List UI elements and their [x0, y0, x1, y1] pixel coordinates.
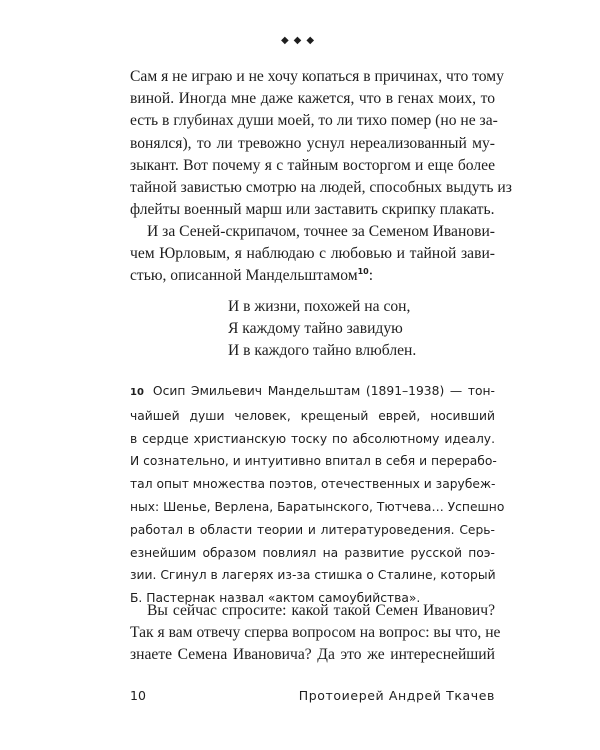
text-line: вонялся), то ли тревожно уснул нереализованный му- — [130, 134, 495, 152]
text-line: Вы сейчас спросите: какой такой Семен Иванович? — [147, 602, 495, 619]
text-line — [130, 265, 495, 287]
running-author: Протоиерей Андрей Ткачев — [298, 688, 495, 703]
text-line: Сам я не играю и не хочу копаться в причинах, что тому — [130, 68, 504, 85]
poem-line: И в каждого тайно влюблен. — [228, 342, 417, 360]
footnote-line: тал опыт множества поэтов, отечественных и зарубеж- — [130, 477, 496, 492]
poem-line: И в жизни, похожей на сон, — [228, 298, 411, 315]
footnote — [130, 380, 505, 610]
paragraph-2 — [130, 221, 495, 288]
text-line: Так я вам отвечу сперва вопросом на вопрос: вы что, не — [130, 624, 501, 642]
poem-line: Я каждому тайно завидую — [228, 320, 403, 338]
text-line: чем Юрловым, я наблюдаю с любовью и тайной зави- — [130, 245, 495, 263]
footnote-line: в сердце христианскую тоску по абсолютному идеалу. — [130, 431, 495, 446]
footnote-line: езнейшим образом повлиял на развитие русской поэ- — [130, 545, 495, 560]
text-line: есть в глубинах души моей, то ли тихо помер (но не за- — [130, 112, 498, 130]
text-line: И за Сеней-скрипачом, точнее за Семеном Иванови- — [147, 223, 495, 240]
paragraph-1 — [130, 66, 512, 221]
footnote-number: 10 — [130, 387, 144, 398]
text-line: флейты военный марш или заставить скрипку плакать. — [130, 201, 495, 219]
text-fragment: стью, описанной Мандельштамом — [130, 267, 358, 285]
footnote-reference[interactable]: 10 — [357, 267, 369, 277]
footnote-line: зии. Сгинул в лагерях из-за стишка о Сталине, который — [130, 568, 496, 583]
text-line: знаете Семена Ивановича? Да это же интереснейший — [130, 646, 495, 664]
text-line: виной. Иногда мне даже кажется, что в генах моих, то — [130, 90, 495, 108]
footnote-line: И сознательно, и интуитивно впитал в себя и перерабо- — [130, 454, 497, 469]
paragraph-3 — [130, 600, 501, 667]
text-fragment: Осип Эмильевич Мандельштам (1891–1938) — тон- — [152, 384, 495, 398]
section-ornament: ◆◆◆ — [280, 35, 320, 46]
footnote-line: работал в области теории и литературоведения. Серь- — [130, 522, 495, 537]
text-fragment: : — [368, 267, 374, 285]
footnote-line — [130, 380, 495, 405]
footnote-line: Б. Пастернак назвал «актом самоубийства». — [130, 591, 421, 606]
footnote-line: ных: Шенье, Верлена, Баратынского, Тютчева… Успешно — [130, 499, 505, 514]
text-line: тайной завистью смотрю на людей, способных выдуть из — [130, 179, 512, 197]
page-number: 10 — [130, 688, 146, 703]
text-line: зыкант. Вот почему я с тайным восторгом и еще более — [130, 156, 495, 174]
footnote-line: чайшей души человек, крещеный еврей, носивший — [130, 408, 495, 423]
poem-quote — [228, 296, 416, 363]
